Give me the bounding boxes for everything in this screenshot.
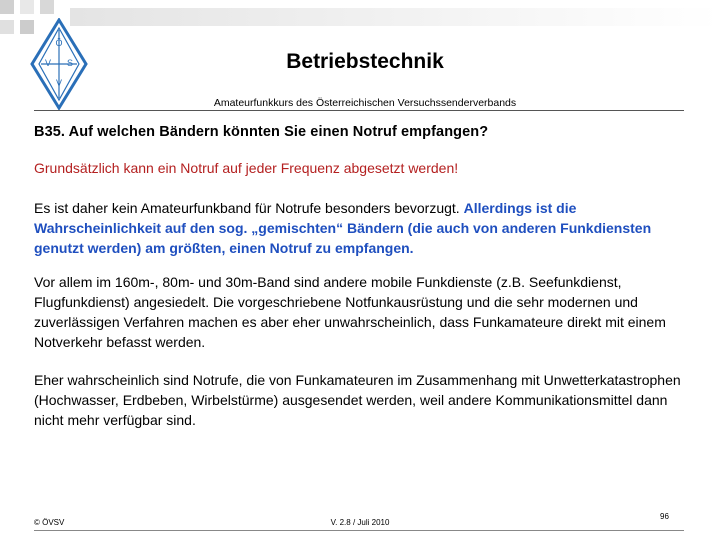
svg-text:S: S xyxy=(66,58,74,68)
paragraph-mobile-services: Vor allem im 160m-, 80m- und 30m-Band sind andere mobile Funkdienste (z.B. Seefunkdienst, Flugfunkdienst) angesiedelt. Die vorgeschriebene Notfunkausrüstung und die sehr modernen und zuverlässigen Verfahren machen es aber eher unwahrscheinlich, dass Funkamateure direkt mit einem Notverkehr befasst werden. xyxy=(34,274,666,350)
page-subtitle: Amateurfunkkurs des Österreichischen Versuchssenderverbands xyxy=(213,97,517,109)
footer-copyright: © ÖVSV xyxy=(34,518,65,527)
paragraph-notruf: Grundsätzlich kann ein Notruf auf jeder Frequenz abgesetzt werden! xyxy=(34,160,459,176)
header-gradient-bar xyxy=(0,0,720,40)
page-number: 96 xyxy=(660,512,669,521)
header-divider xyxy=(34,110,684,111)
paragraph-bands xyxy=(34,198,689,258)
header-decoration xyxy=(0,0,720,40)
svg-text:V: V xyxy=(44,58,52,68)
deco-square xyxy=(0,0,14,14)
deco-square xyxy=(40,0,54,14)
page-title: Betriebstechnik xyxy=(286,50,444,73)
deco-square xyxy=(20,0,34,14)
svg-text:Ö: Ö xyxy=(55,38,63,48)
footer-version: V. 2.8 / Juli 2010 xyxy=(330,518,390,527)
paragraph-bands-highlight: Allerdings ist die Wahrscheinlichkeit auf den sog. „gemischten“ Bändern (die auch von anderen Funkdiensten genutzt werden) am größten, einen Notruf zu empfangen. xyxy=(34,200,652,256)
svg-text:V: V xyxy=(55,78,63,88)
question-heading: B35. Auf welchen Bändern könnten Sie einen Notruf empfangen? xyxy=(34,124,489,140)
paragraph-bands-plain: Es ist daher kein Amateurfunkband für Notrufe besonders bevorzugt. xyxy=(34,200,464,216)
paragraph-weather: Eher wahrscheinlich sind Notrufe, die von Funkamateuren im Zusammenhang mit Unwetterkatastrophen (Hochwasser, Erdbeben, Wirbelstürme) ausgesendet werden, weil andere Kommunikationsmittel dann nicht mehr verfügbar sind. xyxy=(34,372,681,428)
oevsv-logo xyxy=(28,18,90,110)
deco-square xyxy=(0,20,14,34)
footer-divider xyxy=(34,530,684,531)
